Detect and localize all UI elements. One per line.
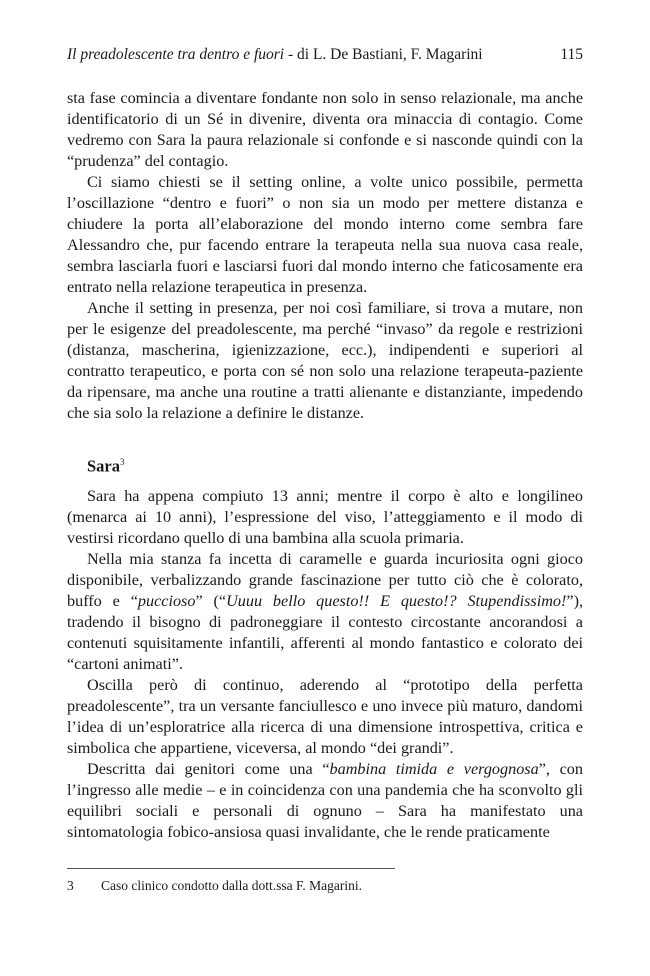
sara-paragraph-3: Oscilla però di continuo, aderendo al “prototipo della perfetta preadolescente”, tra un versante fanciullesco e uno invece più maturo, dandomi l’idea di un’esploratrice alla ricerca di una dimensione introspettiva, critica e simbolica che appartiene, viceversa, al mondo “dei grandi”. — [67, 676, 583, 757]
header-authors: - di L. De Bastiani, F. Magarini — [284, 46, 483, 63]
sara-p2-italic-2: Uuuu bello questo!! E questo!? Stupendissimo! — [226, 592, 567, 610]
header-title-line — [67, 44, 483, 66]
sara-p2-italic-1: puccioso — [137, 592, 196, 610]
intro-paragraph-2: Ci siamo chiesti se il setting online, a volte unico possibile, permetta l’oscillazione “dentro e fuori” o non sia un modo per mettere distanza e chiudere la porta all’elaborazione del mondo interno come sembra fare Alessandro che, pur facendo entrare la terapeuta nella sua nuova casa reale, sembra lasciarla fuori e lasciarsi fuori dal mondo interno che faticosamente era entrato nella relazione terapeutica in presenza. — [67, 173, 583, 296]
sara-p2-text-c: ”), tradendo il bisogno di padroneggiare il contesto circostante ancorandosi a contenuti squisitamente infantili, afferenti al mondo fantastico e colorato dei “cartoni animati”. — [67, 592, 584, 673]
sara-p2-text-b: ” (“ — [195, 592, 227, 610]
footnote-divider — [67, 868, 395, 869]
intro-paragraph-1: sta fase comincia a diventare fondante non solo in senso relazionale, ma anche identificatorio di un Sé in divenire, diventa ora minaccia di contagio. Come vedremo con Sara la paura relazionale si confonde e si nasconde quindi con la “prudenza” del contagio. — [67, 89, 583, 170]
sara-p4-text-b: ”, con l’ingresso alle medie – e in coincidenza con una pandemia che ha sconvolto gli equilibri sociali e personali di ognuno – Sara ha manifestato una sintomatologia fobico-ansiosa quasi invalidante, che le rende praticamente — [67, 760, 583, 841]
sara-p4-italic: bambina timida e vergognosa — [329, 760, 539, 778]
footnote-text: Caso clinico condotto dalla dott.ssa F. Magarini. — [101, 878, 363, 893]
footnote-number: 3 — [67, 878, 74, 893]
sara-text — [67, 486, 583, 843]
sara-paragraph-4 — [67, 759, 583, 843]
footnote-marker: 3 — [120, 457, 125, 467]
header-title: Il preadolescente tra dentro e fuori — [67, 46, 285, 63]
sara-paragraph-1: Sara ha appena compiuto 13 anni; mentre il corpo è alto e longilineo (menarca ai 10 anni), l’espressione del viso, l’atteggiamento e il modo di vestirsi ricordano quello di una bambina alla scuola primaria. — [67, 487, 583, 547]
section-heading — [87, 452, 125, 477]
sara-p2-text-a: Nella mia stanza fa incetta di caramelle e guarda incuriosita ogni gioco disponibile, verbalizzando grande fascinazione per tutto ciò che è colorato, buffo e “ — [67, 550, 583, 610]
intro-text — [67, 88, 583, 424]
sara-paragraph-2 — [67, 549, 583, 675]
running-header — [67, 44, 583, 66]
section-title: Sara — [87, 456, 120, 476]
sara-p4-text-a: Descritta dai genitori come una “ — [87, 760, 330, 778]
footnote — [67, 877, 362, 895]
page-number: 115 — [560, 46, 583, 63]
intro-paragraph-3: Anche il setting in presenza, per noi così familiare, si trova a mutare, non per le esigenze del preadolescente, ma perché “invaso” da regole e restrizioni (distanza, mascherina, igienizzazione, ecc.), indipendenti e superiori al contratto terapeutico, e porta con sé non solo una relazione terapeuta-paziente da ripensare, ma anche una routine a tratti alienante e distanziante, impedendo che sia solo la relazione a definire le distanze. — [67, 299, 583, 422]
